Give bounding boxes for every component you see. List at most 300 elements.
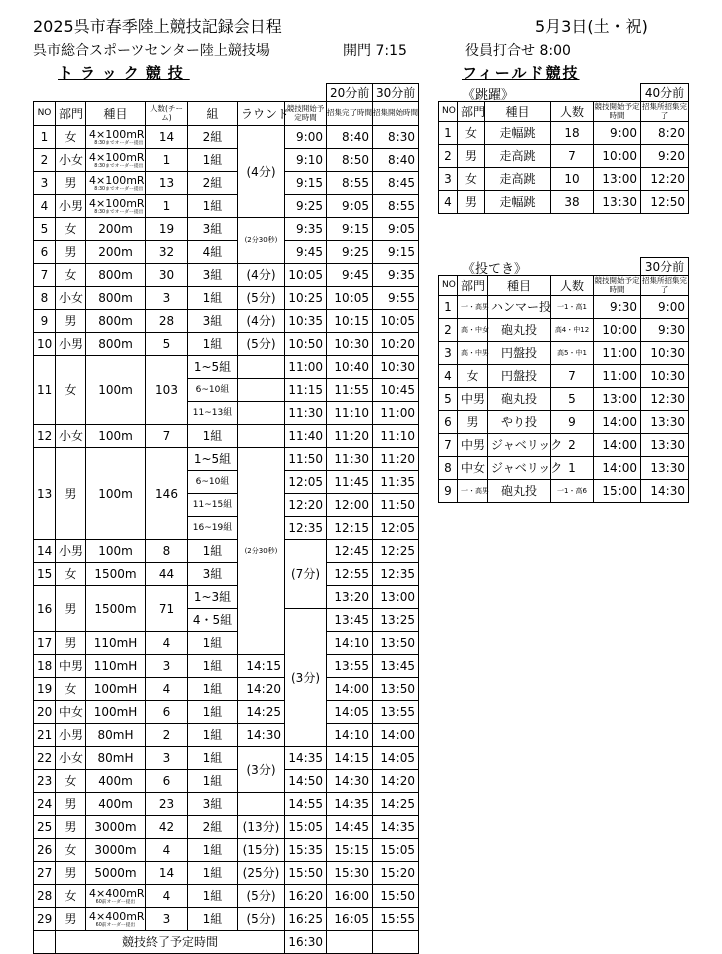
blank-cell (594, 84, 641, 102)
entry-count: 1 (551, 457, 594, 480)
heat: 1~5組 (188, 356, 238, 379)
throw-body-header-row (439, 276, 689, 296)
row-no: 14 (34, 540, 56, 563)
event-date: 5月3日(土・祝) (535, 17, 648, 36)
row-no: 11 (34, 356, 56, 425)
entry-count: 2 (551, 434, 594, 457)
entry-count: 3 (146, 287, 188, 310)
row-no: 8 (34, 287, 56, 310)
division: 一・高男 (458, 480, 488, 503)
call-start-time: 15:05 (373, 839, 419, 862)
event-cell: 100m (86, 540, 146, 563)
call-start-time: 9:55 (373, 287, 419, 310)
division: 高・中女 (458, 319, 488, 342)
heat: 3組 (188, 264, 238, 287)
heat: 1組 (188, 540, 238, 563)
heat: 3組 (188, 563, 238, 586)
end-time: 16:30 (285, 931, 327, 954)
column-header: 種目 (86, 102, 146, 126)
blank-cell (146, 84, 188, 102)
call-end-time: 11:55 (327, 379, 373, 402)
heat: 11~13組 (188, 402, 238, 425)
call-start-time: 15:20 (373, 862, 419, 885)
blank-cell (188, 84, 238, 102)
track-row (34, 724, 419, 747)
row-no: 4 (34, 195, 56, 218)
row-no: 8 (439, 457, 458, 480)
entry-count: 103 (146, 356, 188, 425)
blank-cell (439, 84, 458, 102)
venue: 呉市総合スポーツセンター陸上競技場 (33, 43, 270, 59)
offset-label: 30分前 (641, 258, 689, 276)
heat: 1組 (188, 770, 238, 793)
call-start-time: 14:20 (373, 770, 419, 793)
start-time: 14:30 (238, 724, 285, 747)
blank-cell (439, 258, 458, 276)
event-cell (86, 908, 146, 931)
entry-count: 23 (146, 793, 188, 816)
call-start-time: 10:30 (373, 356, 419, 379)
start-time: 11:40 (285, 425, 327, 448)
round-interval: (5分) (238, 287, 285, 310)
division: 一・高男 (458, 296, 488, 319)
blank-cell (551, 84, 594, 102)
event: 円盤投 (488, 365, 551, 388)
column-header: 種目 (485, 102, 551, 122)
row-no: 10 (34, 333, 56, 356)
call-end-time: 13:55 (327, 655, 373, 678)
round-interval: (5分) (238, 333, 285, 356)
start-time: 10:35 (285, 310, 327, 333)
call-end-time: 13:00 (373, 586, 419, 609)
throw-body-row (439, 365, 689, 388)
event-cell: 800m (86, 333, 146, 356)
row-no: 24 (34, 793, 56, 816)
blank-cell (458, 258, 488, 276)
row-no: 17 (34, 632, 56, 655)
row-no: 4 (439, 365, 458, 388)
division: 小男 (56, 195, 86, 218)
division: 女 (56, 264, 86, 287)
call-time: 10:30 (641, 342, 689, 365)
jump-body-offset-row (439, 84, 689, 102)
entry-count: 高5・中1 (551, 342, 594, 365)
track-row (34, 908, 419, 931)
start-time: 14:25 (238, 701, 285, 724)
round-interval (238, 356, 285, 379)
start-time: 14:55 (285, 793, 327, 816)
heat: 4組 (188, 241, 238, 264)
call-end-time: 14:05 (327, 701, 373, 724)
division: 小女 (56, 287, 86, 310)
start-time: 15:50 (285, 862, 327, 885)
division: 女 (56, 563, 86, 586)
event-cell: 100m (86, 356, 146, 425)
start-time: 11:00 (594, 342, 641, 365)
order-note: 8:30までオーダー提出 (94, 139, 144, 145)
round-interval: (3分) (285, 609, 327, 747)
event-cell: 100mH (86, 701, 146, 724)
blank-cell (238, 84, 285, 102)
call-time: 13:30 (641, 411, 689, 434)
division: 中男 (56, 655, 86, 678)
event-cell: 5000m (86, 862, 146, 885)
track-row (34, 885, 419, 908)
start-time: 9:35 (285, 218, 327, 241)
call-end-time: 12:25 (373, 540, 419, 563)
start-time: 16:25 (285, 908, 327, 931)
division: 男 (56, 172, 86, 195)
heat: 1組 (188, 678, 238, 701)
field-heading: フィールド競技 (462, 64, 580, 82)
call-start-time: 13:50 (373, 678, 419, 701)
event-cell (86, 195, 146, 218)
event-cell: 800m (86, 310, 146, 333)
staff-meeting-time: 役員打合せ 8:00 (465, 43, 571, 59)
track-row (34, 701, 419, 724)
track-row (34, 770, 419, 793)
track-row (34, 816, 419, 839)
call-end-time: 15:30 (327, 862, 373, 885)
row-no: 22 (34, 747, 56, 770)
event-name: 4×400mR (89, 909, 145, 923)
call-time: 12:50 (641, 191, 689, 214)
call-end-time: 8:50 (327, 149, 373, 172)
call-end-time: 9:15 (327, 218, 373, 241)
throw-table (438, 257, 689, 503)
jump-body-row (439, 122, 689, 145)
row-no: 18 (34, 655, 56, 678)
track-row (34, 747, 419, 770)
start-time: 12:35 (285, 517, 327, 540)
call-end-time: 10:40 (327, 356, 373, 379)
entry-count: 32 (146, 241, 188, 264)
row-no: 25 (34, 816, 56, 839)
start-time: 13:20 (327, 586, 373, 609)
round-interval (238, 402, 285, 425)
call-end-time: 14:00 (327, 678, 373, 701)
blank-cell (56, 84, 86, 102)
row-no: 20 (34, 701, 56, 724)
heat: 3組 (188, 793, 238, 816)
entry-count: 4 (146, 678, 188, 701)
start-time: 12:05 (285, 471, 327, 494)
end-label: 競技終了予定時間 (56, 931, 285, 954)
round-interval: (5分) (238, 885, 285, 908)
call-time: 13:30 (641, 457, 689, 480)
heat: 6~10組 (188, 471, 238, 494)
round-interval (238, 793, 285, 816)
throw-body-row (439, 480, 689, 503)
jump-heading: 《跳躍》 (462, 88, 515, 103)
start-time: 9:45 (285, 241, 327, 264)
start-time: 12:20 (285, 494, 327, 517)
row-no: 19 (34, 678, 56, 701)
division: 小女 (56, 425, 86, 448)
entry-count: 5 (146, 333, 188, 356)
start-time: 15:05 (285, 816, 327, 839)
division: 男 (56, 862, 86, 885)
entry-count: 5 (551, 388, 594, 411)
blank-cell (551, 258, 594, 276)
entry-count: 3 (146, 908, 188, 931)
start-time: 13:45 (327, 609, 373, 632)
start-time: 11:30 (285, 402, 327, 425)
round-interval: (2分30秒) (238, 448, 285, 655)
call-end-time: 11:45 (327, 471, 373, 494)
call-time: 9:30 (641, 319, 689, 342)
event-cell: 100m (86, 448, 146, 540)
heat: 3組 (188, 218, 238, 241)
track-row (34, 241, 419, 264)
start-time: 15:00 (594, 480, 641, 503)
entry-count: 1 (146, 149, 188, 172)
start-time: 14:50 (285, 770, 327, 793)
call-start-time: 11:35 (373, 471, 419, 494)
division: 小女 (56, 149, 86, 172)
call-time: 14:30 (641, 480, 689, 503)
column-header: NO (439, 102, 458, 122)
column-header: 部門 (458, 276, 488, 296)
event-cell: 80mH (86, 747, 146, 770)
track-row (34, 126, 419, 149)
start-time: 11:00 (594, 365, 641, 388)
row-no: 3 (439, 168, 458, 191)
row-no: 2 (439, 319, 458, 342)
heat: 4・5組 (188, 609, 238, 632)
division: 女 (56, 356, 86, 425)
division: 男 (56, 816, 86, 839)
entry-count: 7 (551, 145, 594, 168)
jump-body-row (439, 145, 689, 168)
call-end-time: 14:10 (327, 724, 373, 747)
start-time: 14:35 (285, 747, 327, 770)
call-end-time: 11:20 (327, 425, 373, 448)
division: 小男 (56, 724, 86, 747)
division: 女 (56, 126, 86, 149)
blank-cell (458, 84, 485, 102)
round-interval (238, 379, 285, 402)
gate-open-time: 開門 7:15 (343, 43, 407, 59)
start-time: 11:00 (285, 356, 327, 379)
track-row (34, 678, 419, 701)
call-start-time: 15:55 (373, 908, 419, 931)
division: 高・中男 (458, 342, 488, 365)
event-cell: 80mH (86, 724, 146, 747)
event-cell (86, 149, 146, 172)
start-time: 10:05 (285, 264, 327, 287)
throw-heading: 《投てき》 (462, 262, 528, 277)
start-time: 12:45 (327, 540, 373, 563)
blank-cell (488, 258, 551, 276)
call-end-time: 13:25 (373, 609, 419, 632)
call-start-time: 8:40 (373, 149, 419, 172)
division: 女 (56, 218, 86, 241)
row-no: 1 (34, 126, 56, 149)
round-interval: (7分) (285, 540, 327, 609)
round-interval: (3分) (238, 747, 285, 793)
round-interval: (2分30秒) (238, 218, 285, 264)
track-row (34, 287, 419, 310)
entry-count: 71 (146, 586, 188, 632)
column-header: 競技開始予定時間 (285, 102, 327, 126)
division: 男 (56, 793, 86, 816)
round-interval: (4分) (238, 310, 285, 333)
call-end-time: 12:35 (373, 563, 419, 586)
call-start-time: 8:45 (373, 172, 419, 195)
event-cell: 1500m (86, 586, 146, 632)
division: 女 (458, 168, 485, 191)
call-end-time: 14:35 (327, 793, 373, 816)
column-header: 組 (188, 102, 238, 126)
heat: 1組 (188, 333, 238, 356)
call-end-time: 13:50 (373, 632, 419, 655)
event: 砲丸投 (488, 480, 551, 503)
column-header: 競技開始予定時間 (594, 101, 640, 120)
event-cell: 3000m (86, 839, 146, 862)
entry-count: 38 (551, 191, 594, 214)
track-row (34, 448, 419, 471)
row-no: 1 (439, 122, 458, 145)
order-note: 60前オーダー提出 (95, 921, 136, 927)
offset-label: 40分前 (641, 84, 689, 102)
event-cell: 200m (86, 218, 146, 241)
track-row (34, 425, 419, 448)
track-row (34, 586, 419, 609)
row-no: 28 (34, 885, 56, 908)
offset-30: 30分前 (373, 84, 419, 102)
column-header: 人数 (551, 276, 594, 296)
division: 女 (56, 770, 86, 793)
start-time: 14:10 (327, 632, 373, 655)
start-time: 9:15 (285, 172, 327, 195)
division: 女 (458, 122, 485, 145)
entry-count: 13 (146, 172, 188, 195)
call-end-time: 8:55 (327, 172, 373, 195)
division: 中男 (458, 388, 488, 411)
heat: 1~3組 (188, 586, 238, 609)
blank-cell (594, 258, 641, 276)
round-interval: (4分) (238, 126, 285, 218)
entry-count: 4 (146, 632, 188, 655)
round-interval: (15分) (238, 839, 285, 862)
event: 砲丸投 (488, 319, 551, 342)
entry-count: 28 (146, 310, 188, 333)
column-header: 競技開始予定時間 (594, 275, 640, 294)
page-title: 2025呉市春季陸上競技記録会日程 (33, 17, 282, 36)
order-note: 8:30までオーダー提出 (94, 185, 144, 191)
event-cell: 110mH (86, 655, 146, 678)
event-cell: 110mH (86, 632, 146, 655)
start-time: 9:00 (285, 126, 327, 149)
call-time: 13:30 (641, 434, 689, 457)
division: 女 (56, 839, 86, 862)
heat: 1~5組 (188, 448, 238, 471)
call-end-time: 12:15 (327, 517, 373, 540)
division: 男 (56, 241, 86, 264)
column-header: 招集完了時間 (327, 102, 373, 126)
division: 男 (56, 448, 86, 540)
heat: 1組 (188, 908, 238, 931)
call-start-time: 14:25 (373, 793, 419, 816)
blank-cell (485, 84, 551, 102)
order-note: 60前オーダー提出 (95, 898, 136, 904)
round-interval: (4分) (238, 264, 285, 287)
track-row (34, 149, 419, 172)
division: 男 (56, 586, 86, 632)
start-time: 11:50 (285, 448, 327, 471)
heat: 2組 (188, 126, 238, 149)
call-time: 12:30 (641, 388, 689, 411)
heat: 1組 (188, 655, 238, 678)
call-start-time: 9:15 (373, 241, 419, 264)
start-time: 9:10 (285, 149, 327, 172)
event: ハンマー投 (488, 296, 551, 319)
row-no: 3 (439, 342, 458, 365)
track-table (33, 83, 419, 954)
entry-count: 146 (146, 448, 188, 540)
call-end-time: 9:05 (327, 195, 373, 218)
start-time: 9:00 (594, 122, 641, 145)
track-offset-row (34, 84, 419, 102)
track-row (34, 793, 419, 816)
column-header: 部門 (56, 102, 86, 126)
column-header: 招集所招集完了 (642, 275, 687, 294)
heat: 6~10組 (188, 379, 238, 402)
division: 男 (56, 908, 86, 931)
row-no: 26 (34, 839, 56, 862)
column-header: ラウンド (238, 102, 285, 126)
call-time: 9:20 (641, 145, 689, 168)
event: 走幅跳 (485, 122, 551, 145)
row-no: 21 (34, 724, 56, 747)
event-cell (86, 172, 146, 195)
track-heading: トラック競技 (58, 64, 190, 82)
round-interval: (5分) (238, 908, 285, 931)
call-time: 9:00 (641, 296, 689, 319)
throw-body-row (439, 388, 689, 411)
column-header: 人数 (551, 102, 594, 122)
event-cell: 1500m (86, 563, 146, 586)
event-cell: 800m (86, 287, 146, 310)
event: ジャベリック (488, 457, 551, 480)
round-interval: (25分) (238, 862, 285, 885)
blank-cell (86, 84, 146, 102)
entry-count: 30 (146, 264, 188, 287)
division: 中男 (458, 434, 488, 457)
start-time: 11:15 (285, 379, 327, 402)
track-row (34, 333, 419, 356)
track-row (34, 218, 419, 241)
row-no: 15 (34, 563, 56, 586)
row-no: 12 (34, 425, 56, 448)
entry-count: 一1・高1 (551, 296, 594, 319)
division: 男 (56, 310, 86, 333)
track-row (34, 540, 419, 563)
call-start-time: 14:35 (373, 816, 419, 839)
call-start-time: 8:30 (373, 126, 419, 149)
heat: 11~15組 (188, 494, 238, 517)
blank-cell (285, 84, 327, 102)
call-end-time: 12:00 (327, 494, 373, 517)
entry-count: 42 (146, 816, 188, 839)
row-no: 9 (439, 480, 458, 503)
entry-count: 高4・中12 (551, 319, 594, 342)
row-no: 3 (34, 172, 56, 195)
row-no: 1 (439, 296, 458, 319)
call-time: 12:20 (641, 168, 689, 191)
throw-body-row (439, 342, 689, 365)
